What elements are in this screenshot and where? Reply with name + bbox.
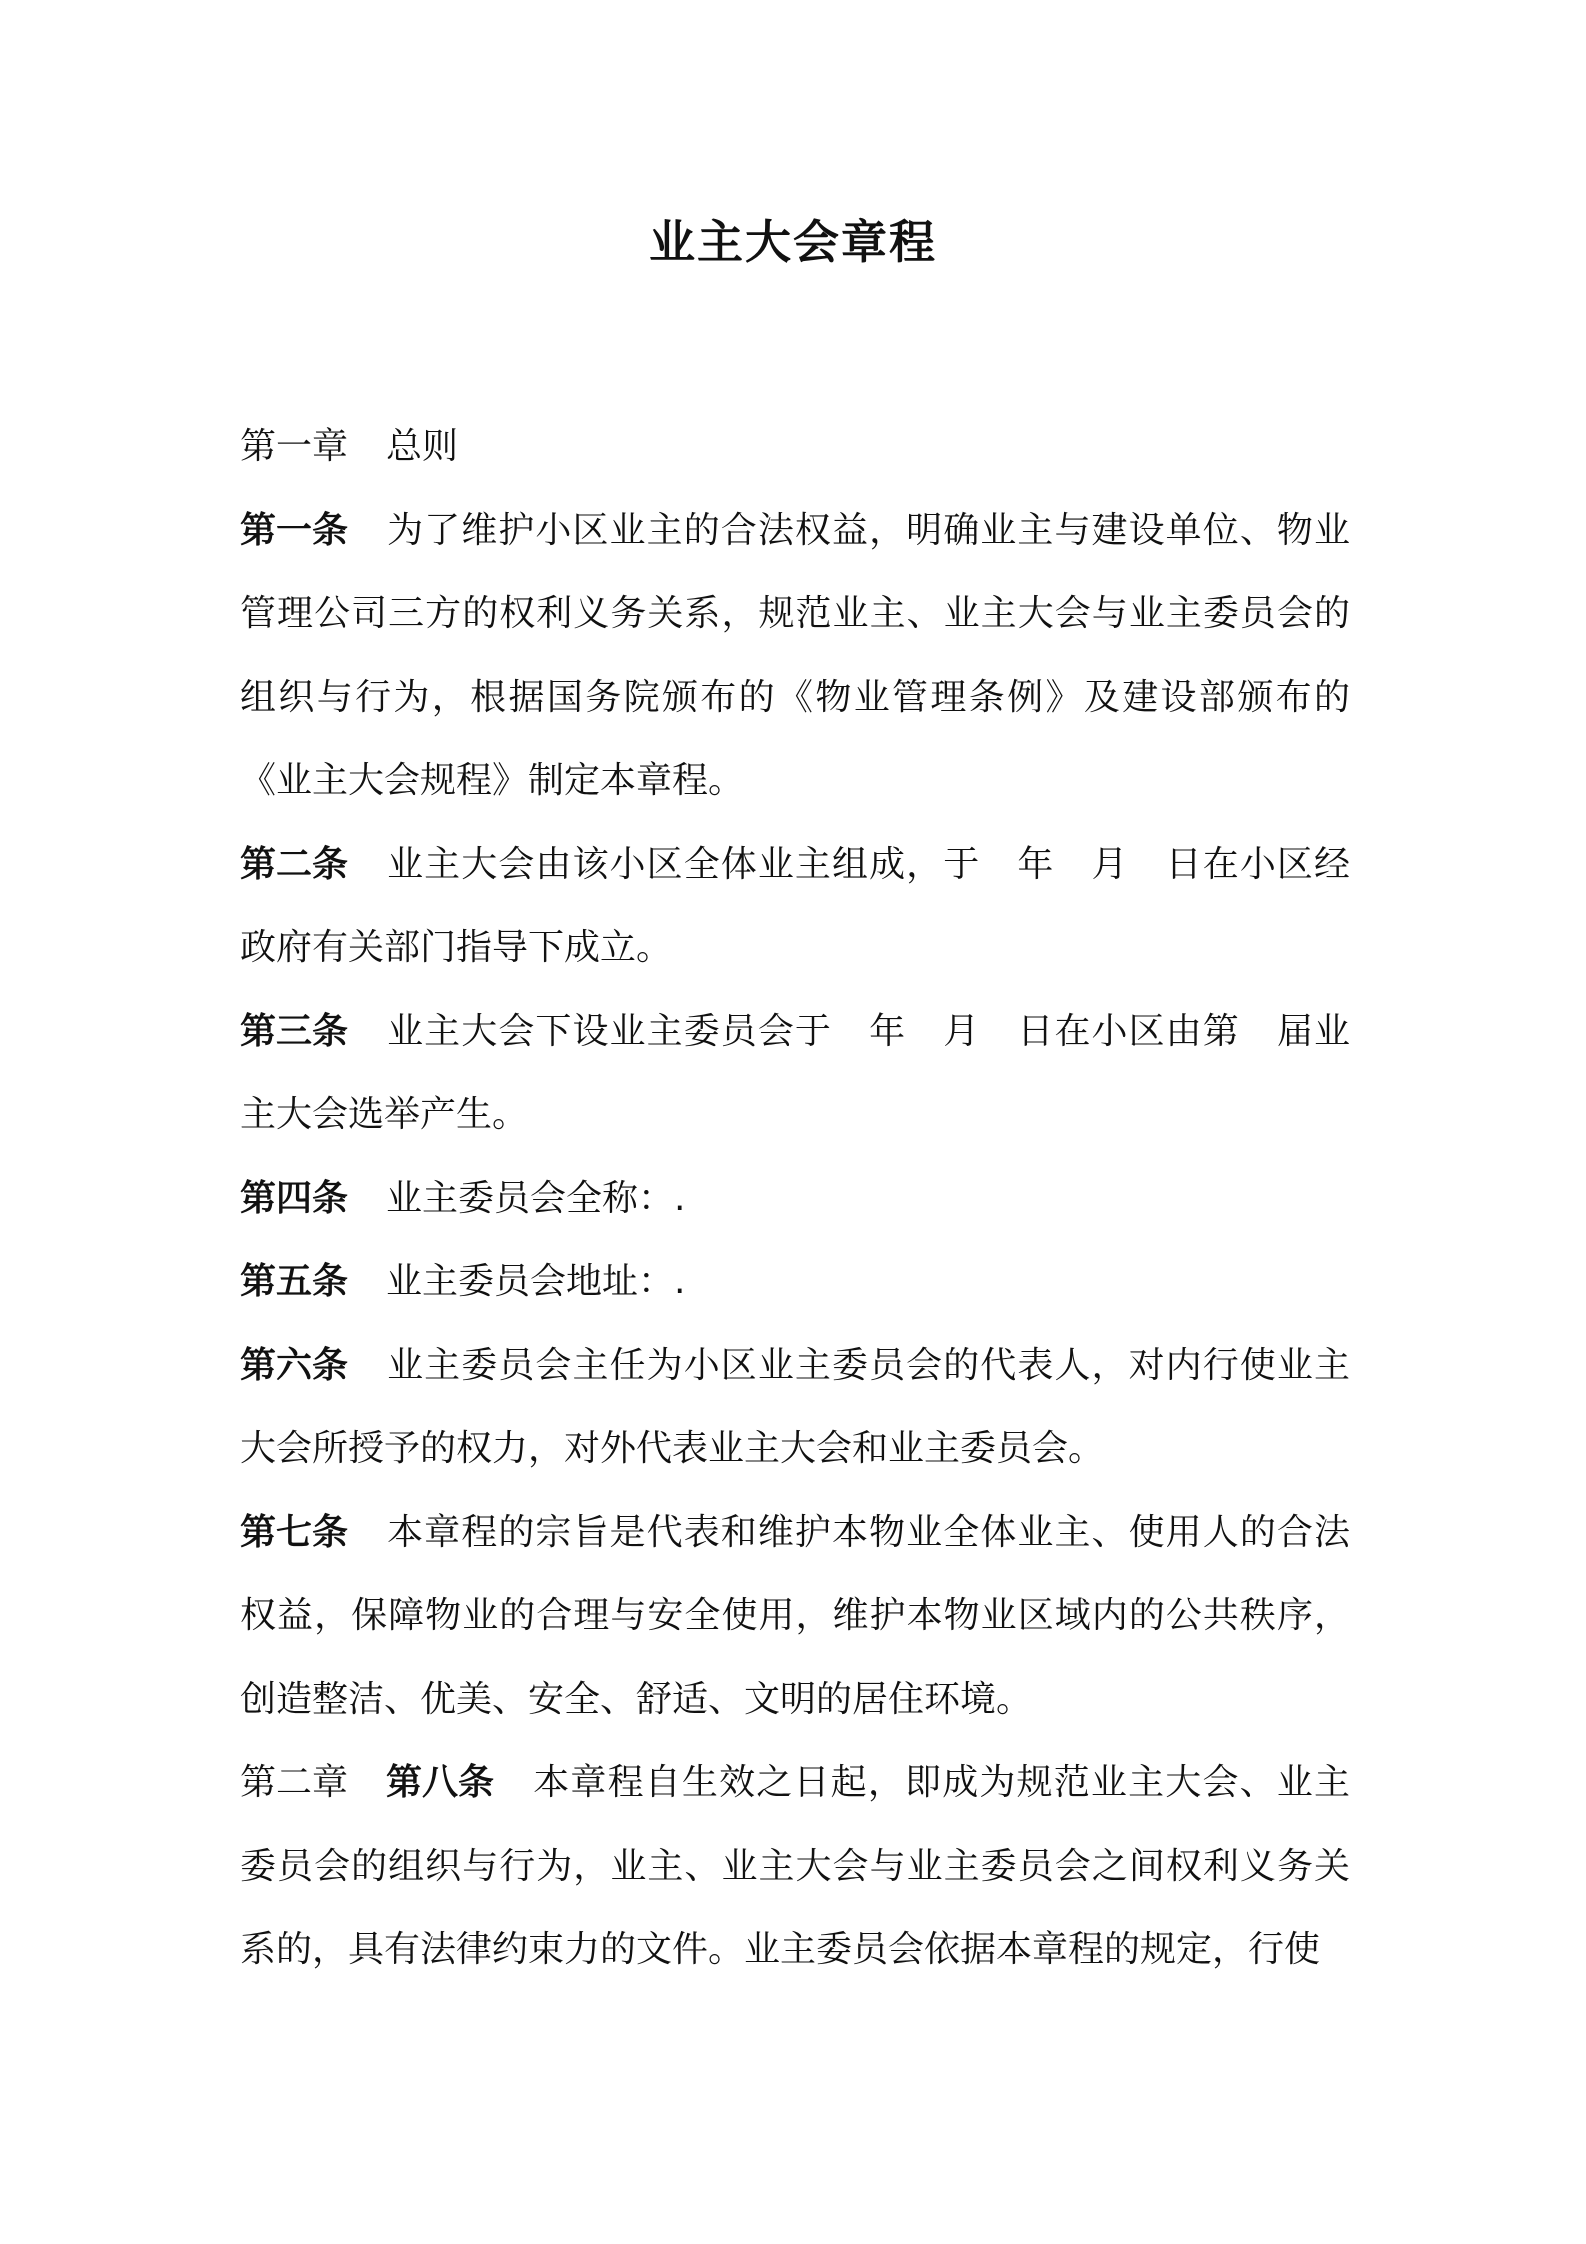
article-text: 本章程的宗旨是代表和维护本物业全体业主、使用人的合法权益，保障物业的合理与安全使用，维护本物业区域内的公共秩序，创造整洁、优美、安全、舒适、文明的居住环境。 [240,1511,1350,1720]
article-3 [240,990,1350,1157]
chapter-heading [240,405,1350,489]
chapter-label: 第一章 [240,426,349,467]
article-label: 第七条 [240,1511,349,1553]
document-body [240,405,1350,1992]
article-text: 业主大会下设业主委员会于 年 月 日在小区由第 届业主大会选举产生。 [240,1010,1350,1135]
article-1 [240,489,1350,823]
article-6 [240,1324,1350,1491]
article-text: 为了维护小区业主的合法权益，明确业主与建设单位、物业管理公司三方的权利义务关系，规范业主、业主大会与业主委员会的组织与行为，根据国务院颁布的《物业管理条例》及建设部颁布的《业主大会规程》制定本章程。 [240,509,1350,801]
article-label: 第六条 [240,1344,349,1386]
article-7 [240,1491,1350,1742]
chapter-title: 总则 [386,426,459,467]
article-label: 第一条 [240,509,349,551]
article-8 [240,1741,1350,1992]
article-text: 本章程自生效之日起，即成为规范业主大会、业主委员会的组织与行为，业主、业主大会与业主委员会之间权利义务关系的，具有法律约束力的文件。业主委员会依据本章程的规定，行使 [240,1762,1350,1970]
article-5 [240,1240,1350,1324]
article-label: 第三条 [240,1010,349,1052]
article-text: 业主委员会主任为小区业主委员会的代表人，对内行使业主大会所授予的权力，对外代表业主大会和业主委员会。 [240,1344,1350,1469]
article-text: 业主委员会全称：. [386,1177,686,1219]
article-label: 第四条 [240,1177,349,1219]
document-title: 业主大会章程 [649,215,937,269]
article-text: 业主大会由该小区全体业主组成，于 年 月 日在小区经政府有关部门指导下成立。 [240,843,1350,968]
chapter-label: 第二章 [240,1762,349,1803]
article-4 [240,1157,1350,1241]
article-label: 第五条 [240,1261,349,1302]
article-label: 第二条 [240,843,349,885]
article-text: 业主委员会地址：. [386,1261,686,1302]
article-label: 第八条 [386,1762,495,1803]
article-2 [240,823,1350,990]
